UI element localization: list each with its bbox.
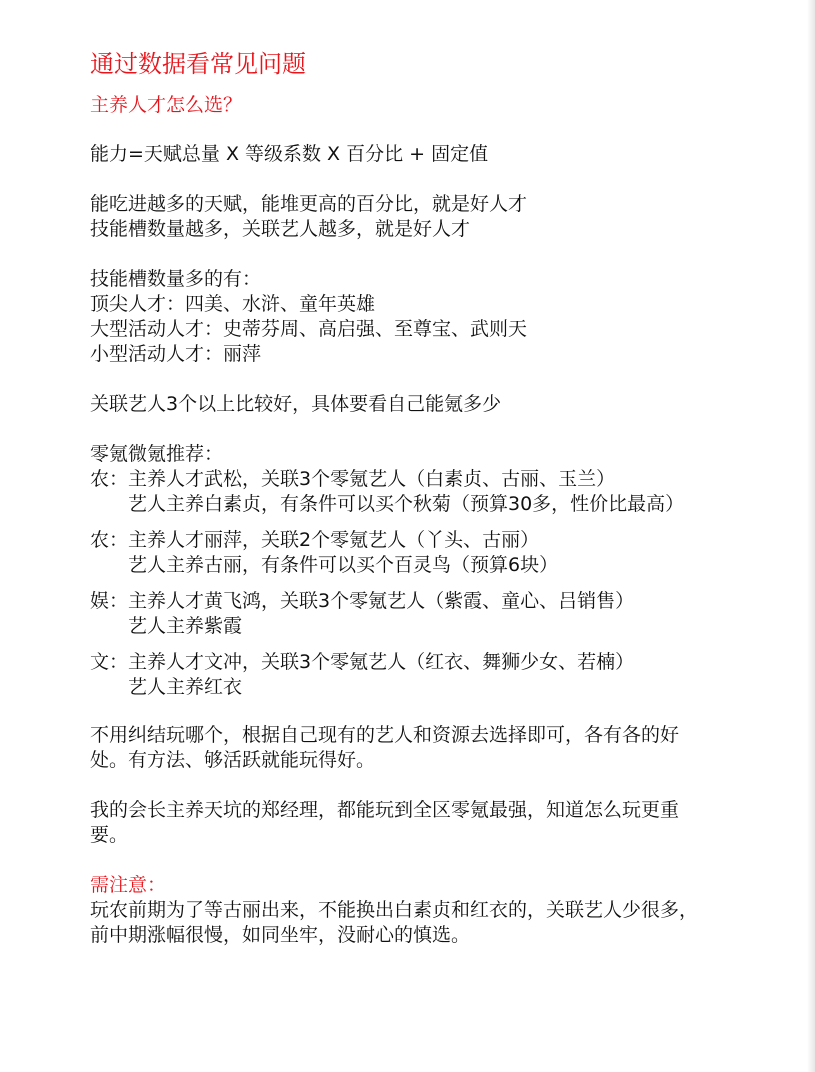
advice-line: 处。有方法、够活跃就能玩得好。 xyxy=(90,749,376,771)
slot-item: 小型活动人才：丽萍 xyxy=(90,343,262,365)
advice-line: 要。 xyxy=(90,824,129,846)
advice-line: 我的会长主养天坑的郑经理，都能玩到全区零氪最强，知道怎么玩更重 xyxy=(90,799,680,821)
principle-line: 技能槽数量越多，关联艺人越多，就是好人才 xyxy=(90,218,471,240)
recommend-line: 艺人主养红衣 xyxy=(128,676,243,698)
recommend-tag: 农： xyxy=(90,468,129,490)
related-note: 关联艺人3个以上比较好，具体要看自己能氪多少 xyxy=(90,393,502,415)
slot-item: 顶尖人才：四美、水浒、童年英雄 xyxy=(90,293,376,315)
formula-text: 能力=天赋总量 X 等级系数 X 百分比 + 固定值 xyxy=(90,143,489,165)
page-title: 通过数据看常见问题 xyxy=(90,50,306,78)
recommend-tag: 文： xyxy=(90,651,129,673)
recommend-tag: 农： xyxy=(90,529,129,551)
caution-line: 前中期涨幅很慢，如同坐牢，没耐心的慎选。 xyxy=(90,924,471,946)
recommend-item xyxy=(90,467,780,517)
section-subtitle: 主养人才怎么选？ xyxy=(90,94,243,116)
recommend-item xyxy=(90,650,780,700)
page-edge-shadow xyxy=(807,0,815,1072)
slot-item: 大型活动人才：史蒂芬周、高启强、至尊宝、武则天 xyxy=(90,318,528,340)
recommend-line: 艺人主养白素贞，有条件可以买个秋菊（预算30多，性价比最高） xyxy=(128,493,685,515)
recommend-line: 主养人才文冲，关联3个零氪艺人（红衣、舞狮少女、若楠） xyxy=(128,651,635,673)
slot-heading: 技能槽数量多的有： xyxy=(90,268,262,290)
document-content xyxy=(90,46,780,948)
recommend-heading: 零氪微氪推荐： xyxy=(90,443,224,465)
recommend-item xyxy=(90,528,780,578)
recommend-line: 主养人才黄飞鸿，关联3个零氪艺人（紫霞、童心、吕销售） xyxy=(128,590,635,612)
recommend-body xyxy=(128,467,780,517)
advice-line: 不用纠结玩哪个，根据自己现有的艺人和资源去选择即可，各有各的好 xyxy=(90,724,680,746)
caution-heading: 需注意： xyxy=(90,874,167,896)
recommend-body xyxy=(128,650,780,700)
recommend-line: 主养人才武松，关联3个零氪艺人（白素贞、古丽、玉兰） xyxy=(128,468,616,490)
recommend-item xyxy=(90,589,780,639)
recommend-tag: 娱： xyxy=(90,590,129,612)
principle-line: 能吃进越多的天赋，能堆更高的百分比，就是好人才 xyxy=(90,193,528,215)
recommend-line: 主养人才丽萍，关联2个零氪艺人（丫头、古丽） xyxy=(128,529,540,551)
caution-line: 玩农前期为了等古丽出来，不能换出白素贞和红衣的，关联艺人少很多， xyxy=(90,899,699,921)
recommend-body xyxy=(128,528,780,578)
recommend-line: 艺人主养紫霞 xyxy=(128,615,243,637)
recommend-line: 艺人主养古丽，有条件可以买个百灵鸟（预算6块） xyxy=(128,554,559,576)
recommend-body xyxy=(128,589,780,639)
